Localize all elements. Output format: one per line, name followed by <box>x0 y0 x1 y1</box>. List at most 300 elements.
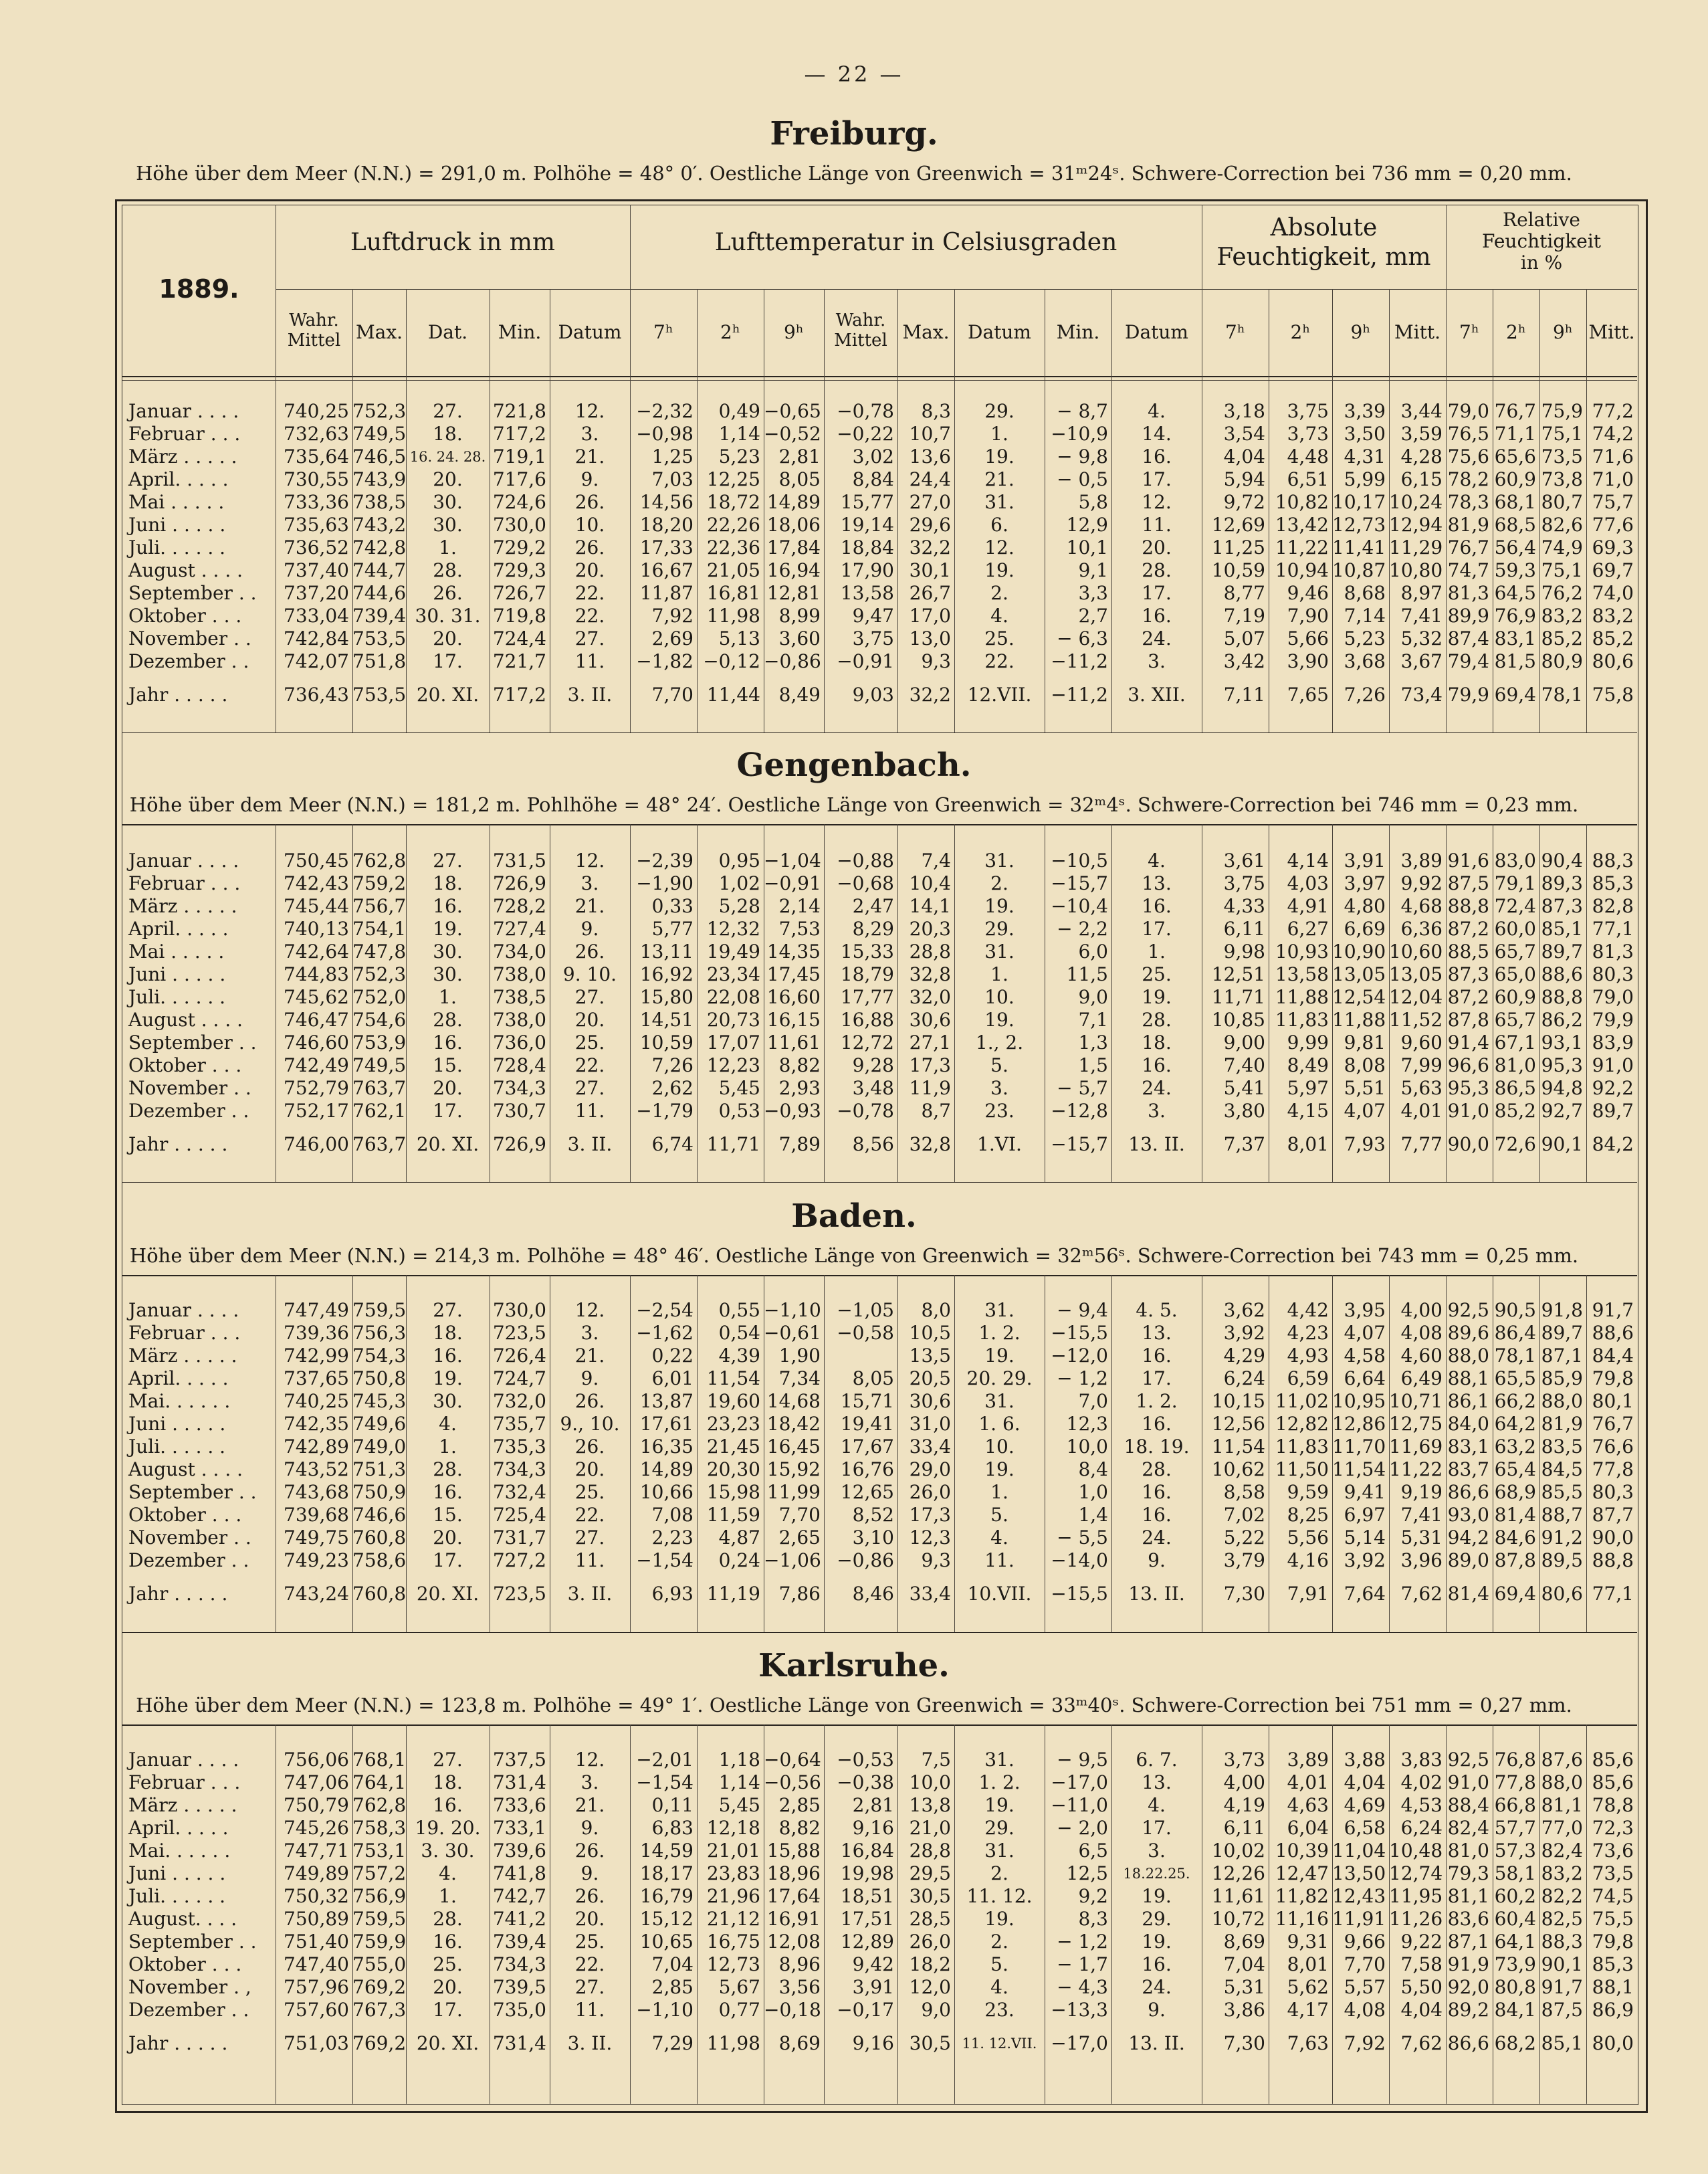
cell-luft-dat: 20. <box>433 1077 463 1099</box>
cell-temp-min: 3,3 <box>1078 582 1108 604</box>
cell-temp-min: − 6,3 <box>1057 627 1108 650</box>
cell-temp-7: 17,61 <box>639 1413 693 1435</box>
cell-luft-dat: 30. <box>433 963 463 985</box>
cell-temp-9: 18,06 <box>766 514 821 536</box>
cell-abs-9: 11,41 <box>1332 536 1386 559</box>
cell-abs-2: 11,16 <box>1275 1908 1329 1930</box>
cell-abs-7: 10,62 <box>1211 1458 1265 1480</box>
cell-luft-mittel: 735,64 <box>284 446 349 468</box>
cell-temp-9: 16,94 <box>766 559 821 581</box>
cell-luft-max: 760,8 <box>352 1583 406 1605</box>
cell-luft-mittel: 732,63 <box>284 423 349 445</box>
cell-abs-2: 12,82 <box>1275 1413 1329 1435</box>
cell-rel-7: 83,6 <box>1447 1908 1489 1930</box>
cell-abs-2: 8,25 <box>1287 1504 1329 1526</box>
cell-abs-mitt: 12,75 <box>1389 1413 1443 1435</box>
cell-temp-min-datum: 3. XII. <box>1128 684 1186 706</box>
cell-temp-9: 16,45 <box>766 1436 821 1458</box>
year-total-row <box>122 2021 1637 2060</box>
header-abs-feucht-1: Absolute <box>1270 214 1378 241</box>
cell-rel-7: 81,0 <box>1447 1840 1489 1862</box>
cell-temp-2: 19,60 <box>706 1390 760 1412</box>
table-row <box>122 1436 1637 1458</box>
cell-luft-mittel: 737,40 <box>284 559 349 581</box>
cell-luft-dat: 16. <box>433 1931 463 1953</box>
cell-abs-2: 4,23 <box>1287 1322 1329 1344</box>
cell-luft-mittel: 746,60 <box>284 1031 349 1054</box>
cell-rel-7: 91,4 <box>1447 1031 1489 1054</box>
cell-luft-mittel: 743,24 <box>284 1583 349 1605</box>
cell-abs-2: 3,75 <box>1287 400 1329 422</box>
cell-luft-min: 727,4 <box>492 918 546 940</box>
cell-rel-2: 81,4 <box>1494 1504 1536 1526</box>
header-abs-7: 7ʰ <box>1225 321 1245 343</box>
cell-temp-2: 1,18 <box>718 1749 760 1771</box>
cell-temp-7: −1,54 <box>636 1549 693 1571</box>
cell-rel-9: 75,1 <box>1541 559 1583 581</box>
cell-temp-7: −2,54 <box>636 1299 693 1321</box>
cell-rel-2: 57,7 <box>1494 1817 1536 1839</box>
cell-temp-2: 16,81 <box>706 582 760 604</box>
cell-temp-mittel: −0,88 <box>837 850 894 872</box>
cell-abs-9: 4,08 <box>1344 1999 1386 2021</box>
cell-abs-mitt: 11,26 <box>1389 1908 1443 1930</box>
cell-temp-9: 8,82 <box>778 1817 821 1839</box>
cell-month: November . . <box>128 1526 251 1549</box>
cell-temp-min: 2,7 <box>1078 605 1108 627</box>
cell-rel-2: 65,7 <box>1494 941 1536 963</box>
cell-abs-7: 3,80 <box>1223 1100 1265 1122</box>
cell-temp-9: 17,45 <box>766 963 821 985</box>
table-row <box>122 1299 1637 1322</box>
cell-rel-7: 79,4 <box>1447 650 1489 672</box>
cell-rel-mitt: 71,0 <box>1592 468 1634 490</box>
cell-luft-mittel: 737,20 <box>284 582 349 604</box>
table-row <box>122 1908 1637 1931</box>
cell-temp-7: 6,93 <box>651 1583 693 1605</box>
cell-luft-dat: 1. <box>439 1885 457 1907</box>
cell-temp-min-datum: 16. <box>1142 1504 1172 1526</box>
cell-luft-mittel: 736,52 <box>284 536 349 559</box>
cell-temp-2: 0,54 <box>718 1322 760 1344</box>
cell-temp-mittel: 17,90 <box>840 559 894 581</box>
cell-temp-max-datum: 1. 2. <box>978 1771 1021 1793</box>
cell-luft-min: 721,7 <box>492 650 546 672</box>
cell-temp-max: 28,8 <box>909 941 951 963</box>
cell-rel-2: 86,5 <box>1494 1077 1536 1099</box>
table-row <box>122 1054 1637 1077</box>
cell-month: September . . <box>128 1481 257 1503</box>
cell-luft-dat: 15. <box>433 1054 463 1076</box>
cell-temp-9: 8,05 <box>778 468 821 490</box>
cell-rel-7: 93,0 <box>1447 1504 1489 1526</box>
cell-abs-7: 9,98 <box>1223 941 1265 963</box>
cell-temp-min-datum: 13. <box>1142 872 1172 894</box>
cell-rel-9: 88,6 <box>1541 963 1583 985</box>
cell-temp-mittel: 18,51 <box>840 1885 894 1907</box>
cell-abs-2: 4,42 <box>1287 1299 1329 1321</box>
cell-temp-mittel: 3,91 <box>852 1976 894 1998</box>
cell-rel-2: 87,8 <box>1494 1549 1536 1571</box>
cell-temp-9: 15,88 <box>766 1840 821 1862</box>
cell-temp-9: 8,69 <box>778 2032 821 2054</box>
cell-temp-7: −2,39 <box>636 850 693 872</box>
cell-luft-dat: 15. <box>433 1504 463 1526</box>
cell-temp-min: −13,3 <box>1051 1999 1108 2021</box>
cell-temp-min-datum: 24. <box>1142 1526 1172 1549</box>
cell-rel-7: 91,0 <box>1447 1100 1489 1122</box>
cell-luft-min: 738,0 <box>492 963 546 985</box>
cell-temp-max-datum: 29. <box>984 400 1015 422</box>
cell-luft-mittel: 747,71 <box>284 1840 349 1862</box>
cell-rel-mitt: 82,8 <box>1592 895 1634 917</box>
cell-rel-mitt: 69,3 <box>1592 536 1634 559</box>
cell-abs-9: 5,99 <box>1344 468 1386 490</box>
cell-rel-7: 79,3 <box>1447 1862 1489 1884</box>
cell-temp-7: 7,92 <box>651 605 693 627</box>
cell-luft-datum: 20. <box>574 1908 605 1930</box>
cell-temp-min: − 1,2 <box>1057 1367 1108 1389</box>
cell-luft-min: 731,7 <box>492 1526 546 1549</box>
cell-abs-9: 4,69 <box>1344 1794 1386 1816</box>
cell-rel-2: 81,0 <box>1494 1054 1536 1076</box>
cell-rel-mitt: 74,0 <box>1592 582 1634 604</box>
cell-luft-max: 745,3 <box>352 1390 406 1412</box>
cell-luft-dat: 4. <box>439 1862 457 1884</box>
cell-abs-2: 8,01 <box>1287 1953 1329 1975</box>
page-number: — 22 — <box>804 62 904 87</box>
cell-abs-2: 4,14 <box>1287 850 1329 872</box>
cell-abs-2: 4,63 <box>1287 1794 1329 1816</box>
cell-temp-7: 14,59 <box>639 1840 693 1862</box>
cell-luft-min: 724,7 <box>492 1367 546 1389</box>
cell-temp-min-datum: 19. <box>1142 1931 1172 1953</box>
cell-rel-7: 88,8 <box>1447 895 1489 917</box>
cell-temp-min-datum: 16. <box>1142 446 1172 468</box>
cell-luft-mittel: 757,96 <box>284 1976 349 1998</box>
header-abs-feucht-2: Feuchtigkeit, mm <box>1216 243 1431 271</box>
cell-temp-max: 17,3 <box>909 1504 951 1526</box>
cell-temp-mittel: −0,22 <box>837 423 894 445</box>
cell-rel-mitt: 79,9 <box>1592 1009 1634 1031</box>
cell-luft-datum: 21. <box>574 895 605 917</box>
station-title-baden: Baden. <box>791 1197 917 1235</box>
cell-temp-min: 12,3 <box>1066 1413 1108 1435</box>
cell-rel-2: 64,5 <box>1494 582 1536 604</box>
cell-abs-7: 3,75 <box>1223 872 1265 894</box>
cell-abs-9: 10,17 <box>1332 491 1386 513</box>
cell-luft-dat: 16. <box>433 895 463 917</box>
cell-abs-mitt: 12,94 <box>1389 514 1443 536</box>
table-row <box>122 1390 1637 1413</box>
cell-rel-mitt: 90,0 <box>1592 1526 1634 1549</box>
cell-luft-min: 725,4 <box>492 1504 546 1526</box>
cell-abs-2: 4,93 <box>1287 1345 1329 1367</box>
cell-temp-7: 7,70 <box>651 684 693 706</box>
cell-temp-max-datum: 1. <box>990 1481 1008 1503</box>
cell-temp-7: 7,08 <box>651 1504 693 1526</box>
cell-rel-7: 95,3 <box>1447 1077 1489 1099</box>
cell-temp-2: 5,67 <box>718 1976 760 1998</box>
cell-abs-2: 5,66 <box>1287 627 1329 650</box>
table-row <box>122 650 1637 673</box>
cell-temp-9: 15,92 <box>766 1458 821 1480</box>
cell-luft-max: 762,8 <box>352 1794 406 1816</box>
cell-luft-datum: 27. <box>574 1077 605 1099</box>
cell-temp-min-datum: 6. 7. <box>1136 1749 1178 1771</box>
cell-abs-2: 9,99 <box>1287 1031 1329 1054</box>
cell-abs-7: 3,79 <box>1223 1549 1265 1571</box>
header-divider-1 <box>276 289 1637 290</box>
cell-abs-9: 12,86 <box>1332 1413 1386 1435</box>
cell-rel-mitt: 88,3 <box>1592 850 1634 872</box>
cell-rel-2: 69,4 <box>1494 684 1536 706</box>
cell-abs-mitt: 9,19 <box>1400 1481 1443 1503</box>
cell-abs-mitt: 5,50 <box>1400 1976 1443 1998</box>
table-row <box>122 491 1637 514</box>
cell-abs-2: 9,59 <box>1287 1481 1329 1503</box>
cell-rel-mitt: 77,6 <box>1592 514 1634 536</box>
cell-temp-mittel: 18,79 <box>840 963 894 985</box>
cell-abs-2: 10,93 <box>1275 941 1329 963</box>
cell-rel-2: 57,3 <box>1494 1840 1536 1862</box>
cell-temp-max-datum: 19. <box>984 1009 1015 1031</box>
cell-temp-7: 17,33 <box>639 536 693 559</box>
cell-temp-max: 12,0 <box>909 1976 951 1998</box>
cell-luft-mittel: 739,36 <box>284 1322 349 1344</box>
cell-temp-2: 21,96 <box>706 1885 760 1907</box>
cell-rel-9: 85,1 <box>1541 2032 1583 2054</box>
header-wahr-mittel-1: Wahr. <box>289 310 339 330</box>
cell-rel-mitt: 80,0 <box>1592 2032 1634 2054</box>
cell-temp-max-datum: 20. 29. <box>966 1367 1033 1389</box>
cell-luft-mittel: 740,25 <box>284 400 349 422</box>
cell-abs-mitt: 7,58 <box>1400 1953 1443 1975</box>
cell-temp-min-datum: 20. <box>1142 536 1172 559</box>
cell-rel-mitt: 72,3 <box>1592 1817 1634 1839</box>
cell-temp-mittel: 9,42 <box>852 1953 894 1975</box>
cell-rel-7: 87,1 <box>1447 1931 1489 1953</box>
cell-temp-max-datum: 11. 12.VII. <box>962 2036 1037 2052</box>
cell-luft-max: 749,6 <box>352 1413 406 1435</box>
cell-abs-7: 4,19 <box>1223 1794 1265 1816</box>
cell-rel-mitt: 85,3 <box>1592 1953 1634 1975</box>
cell-abs-7: 10,02 <box>1211 1840 1265 1862</box>
cell-luft-mittel: 745,62 <box>284 986 349 1008</box>
cell-temp-9: 7,34 <box>778 1367 821 1389</box>
cell-temp-max: 30,6 <box>909 1009 951 1031</box>
cell-abs-2: 11,83 <box>1275 1436 1329 1458</box>
cell-temp-2: 5,13 <box>718 627 760 650</box>
cell-luft-datum: 9. <box>580 1862 599 1884</box>
cell-month: März . . . . . <box>128 895 237 917</box>
cell-luft-min: 737,5 <box>492 1749 546 1771</box>
cell-rel-7: 91,6 <box>1447 850 1489 872</box>
cell-temp-2: 0,77 <box>718 1999 760 2021</box>
cell-abs-7: 3,18 <box>1223 400 1265 422</box>
cell-abs-mitt: 6,49 <box>1400 1367 1443 1389</box>
cell-temp-2: 1,14 <box>718 423 760 445</box>
cell-temp-mittel: −0,53 <box>837 1749 894 1771</box>
cell-temp-min: − 4,3 <box>1057 1976 1108 1998</box>
cell-rel-mitt: 89,7 <box>1592 1100 1634 1122</box>
cell-temp-7: 5,77 <box>651 918 693 940</box>
cell-luft-mittel: 737,65 <box>284 1367 349 1389</box>
cell-month: April. . . . . <box>128 1817 229 1839</box>
cell-luft-min: 727,2 <box>492 1549 546 1571</box>
cell-luft-mittel: 752,17 <box>284 1100 349 1122</box>
header-rel-feucht-1: Relative <box>1503 209 1580 231</box>
cell-temp-min: −11,2 <box>1051 684 1108 706</box>
cell-month: Oktober . . . <box>128 1054 242 1076</box>
cell-temp-9: −1,06 <box>764 1549 821 1571</box>
gengenbach-table <box>122 850 1637 1161</box>
cell-luft-max: 753,5 <box>352 684 406 706</box>
cell-luft-dat: 20. XI. <box>416 684 479 706</box>
cell-temp-max: 20,5 <box>909 1367 951 1389</box>
cell-rel-7: 96,6 <box>1447 1054 1489 1076</box>
cell-abs-mitt: 7,41 <box>1400 1504 1443 1526</box>
cell-luft-mittel: 742,64 <box>284 941 349 963</box>
cell-luft-min: 724,6 <box>492 491 546 513</box>
cell-temp-9: 18,96 <box>766 1862 821 1884</box>
cell-luft-datum: 12. <box>574 1299 605 1321</box>
cell-luft-datum: 27. <box>574 1976 605 1998</box>
cell-abs-mitt: 11,22 <box>1389 1458 1443 1480</box>
cell-temp-max: 13,0 <box>909 627 951 650</box>
cell-rel-2: 65,4 <box>1494 1458 1536 1480</box>
cell-temp-min-datum: 4. <box>1148 850 1166 872</box>
header-rel-2: 2ʰ <box>1506 321 1526 343</box>
cell-abs-9: 12,43 <box>1332 1885 1386 1907</box>
cell-luft-mittel: 750,32 <box>284 1885 349 1907</box>
cell-luft-max: 752,0 <box>352 986 406 1008</box>
cell-temp-2: 4,87 <box>718 1526 760 1549</box>
cell-rel-mitt: 85,6 <box>1592 1749 1634 1771</box>
cell-abs-7: 7,37 <box>1223 1133 1265 1155</box>
year-total-row <box>122 1572 1637 1611</box>
cell-temp-max: 10,0 <box>909 1771 951 1793</box>
cell-rel-mitt: 88,1 <box>1592 1976 1634 1998</box>
cell-temp-min-datum: 18.22.25. <box>1123 1866 1190 1882</box>
cell-temp-mittel: 19,98 <box>840 1862 894 1884</box>
cell-luft-dat: 20. XI. <box>416 2032 479 2054</box>
cell-abs-7: 3,92 <box>1223 1322 1265 1344</box>
cell-abs-9: 10,90 <box>1332 941 1386 963</box>
header-lufttemperatur: Lufttemperatur in Celsiusgraden <box>714 229 1117 256</box>
cell-temp-max: 31,0 <box>909 1413 951 1435</box>
cell-month: August . . . . <box>128 1458 243 1480</box>
cell-luft-datum: 3. II. <box>567 1583 613 1605</box>
cell-temp-min-datum: 12. <box>1142 491 1172 513</box>
cell-luft-max: 751,8 <box>352 650 406 672</box>
cell-rel-9: 85,2 <box>1541 627 1583 650</box>
cell-abs-7: 4,29 <box>1223 1345 1265 1367</box>
cell-temp-min: −10,4 <box>1051 895 1108 917</box>
header-rel-feucht-3: in % <box>1520 252 1563 274</box>
separator-karlsruhe-header <box>122 1724 1637 1726</box>
separator-after-freiburg <box>122 732 1637 733</box>
cell-temp-max-datum: 5. <box>990 1504 1008 1526</box>
cell-luft-mittel: 740,25 <box>284 1390 349 1412</box>
cell-month: Februar . . . <box>128 1771 241 1793</box>
cell-temp-2: 0,95 <box>718 850 760 872</box>
cell-luft-max: 744,7 <box>352 559 406 581</box>
cell-temp-max: 32,0 <box>909 986 951 1008</box>
cell-temp-max-datum: 4. <box>990 1976 1008 1998</box>
cell-temp-max: 27,1 <box>909 1031 951 1054</box>
cell-luft-datum: 26. <box>574 1840 605 1862</box>
cell-abs-9: 7,26 <box>1344 684 1386 706</box>
cell-temp-7: 7,26 <box>651 1054 693 1076</box>
cell-abs-9: 6,64 <box>1344 1367 1386 1389</box>
cell-luft-mittel: 742,43 <box>284 872 349 894</box>
cell-temp-min-datum: 1. <box>1148 941 1166 963</box>
cell-temp-9: −1,04 <box>764 850 821 872</box>
cell-luft-dat: 16. <box>433 1794 463 1816</box>
cell-luft-max: 750,9 <box>352 1481 406 1503</box>
cell-luft-mittel: 736,43 <box>284 684 349 706</box>
cell-temp-7: 14,51 <box>639 1009 693 1031</box>
table-row <box>122 514 1637 536</box>
cell-temp-9: 17,84 <box>766 536 821 559</box>
cell-luft-datum: 25. <box>574 1481 605 1503</box>
cell-abs-9: 11,88 <box>1332 1009 1386 1031</box>
cell-rel-2: 72,6 <box>1494 1133 1536 1155</box>
cell-temp-2: 1,02 <box>718 872 760 894</box>
cell-rel-7: 74,7 <box>1447 559 1489 581</box>
cell-luft-datum: 26. <box>574 1390 605 1412</box>
cell-abs-9: 4,04 <box>1344 1771 1386 1793</box>
cell-temp-min: 5,8 <box>1078 491 1108 513</box>
cell-temp-9: 12,08 <box>766 1931 821 1953</box>
cell-temp-min-datum: 13. II. <box>1128 1133 1185 1155</box>
cell-abs-7: 9,00 <box>1223 1031 1265 1054</box>
cell-abs-mitt: 3,96 <box>1400 1549 1443 1571</box>
cell-rel-9: 73,8 <box>1541 468 1583 490</box>
cell-rel-mitt: 83,2 <box>1592 605 1634 627</box>
cell-luft-dat: 30. <box>433 1390 463 1412</box>
cell-luft-datum: 11. <box>574 650 605 672</box>
cell-rel-9: 83,2 <box>1541 1862 1583 1884</box>
cell-temp-max: 9,3 <box>921 1549 951 1571</box>
cell-rel-2: 65,0 <box>1494 963 1536 985</box>
cell-temp-max: 10,5 <box>909 1322 951 1344</box>
cell-abs-9: 3,39 <box>1344 400 1386 422</box>
cell-temp-max-datum: 19. <box>984 1458 1015 1480</box>
cell-rel-mitt: 77,1 <box>1592 918 1634 940</box>
cell-abs-7: 3,54 <box>1223 423 1265 445</box>
cell-temp-mittel: 9,28 <box>852 1054 894 1076</box>
cell-luft-datum: 25. <box>574 1031 605 1054</box>
cell-rel-mitt: 85,6 <box>1592 1771 1634 1793</box>
table-row <box>122 468 1637 491</box>
cell-month: August. . . . <box>128 1908 237 1930</box>
cell-abs-7: 3,73 <box>1223 1749 1265 1771</box>
header-dat-1: Dat. <box>427 321 468 343</box>
cell-abs-2: 7,63 <box>1287 2032 1329 2054</box>
cell-luft-max: 754,6 <box>352 1009 406 1031</box>
cell-temp-mittel: 12,72 <box>840 1031 894 1054</box>
cell-abs-2: 11,88 <box>1275 986 1329 1008</box>
cell-rel-9: 87,6 <box>1541 1749 1583 1771</box>
cell-luft-min: 742,7 <box>492 1885 546 1907</box>
cell-month: September . . <box>128 1931 257 1953</box>
cell-abs-mitt: 4,60 <box>1400 1345 1443 1367</box>
cell-temp-2: 5,45 <box>718 1794 760 1816</box>
cell-abs-9: 3,97 <box>1344 872 1386 894</box>
cell-luft-datum: 26. <box>574 491 605 513</box>
